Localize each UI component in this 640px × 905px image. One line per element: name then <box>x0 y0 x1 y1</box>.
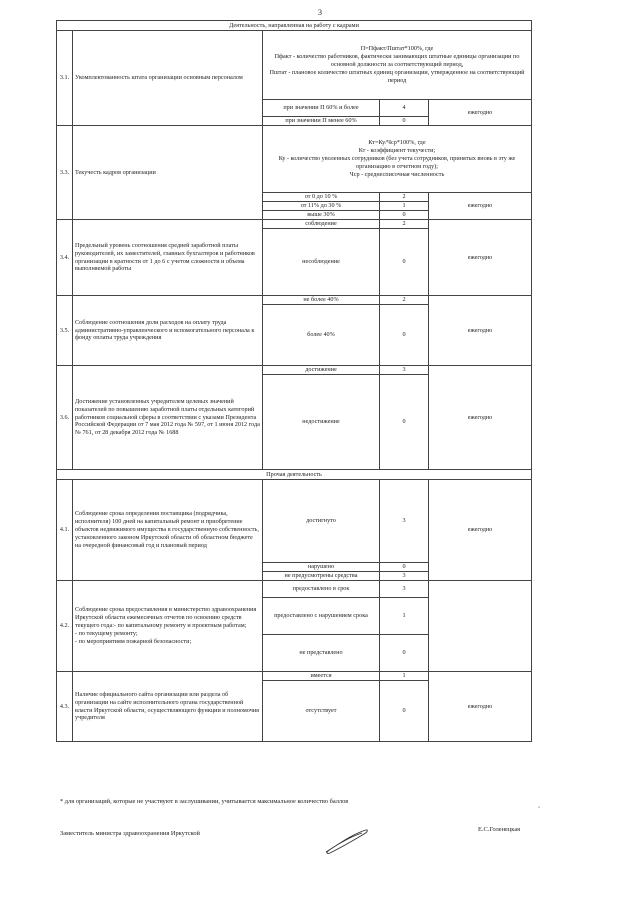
score: 0 <box>380 305 429 366</box>
frequency: ежегодно <box>429 480 532 581</box>
score: 0 <box>380 563 429 572</box>
condition: не представлено <box>263 635 380 672</box>
condition: при значении П менее 60% <box>263 117 380 126</box>
formula-definition: Пфакт - количество работников, фактически занимающих штатные единицы организации по основной должности за соответствующий период, <box>274 53 520 69</box>
frequency: ежегодно <box>429 193 532 220</box>
row-number: 4.3. <box>57 672 73 742</box>
score: 3 <box>380 581 429 598</box>
formula-definition: Пштат - плановое количество штатных единиц организации, утвержденное на соответствующий период <box>269 68 525 84</box>
table-row <box>57 126 532 193</box>
condition: предоставлено в срок <box>263 581 380 598</box>
formula-definition: Кт - коэффициент текучести; <box>358 147 436 155</box>
score: 2 <box>380 296 429 305</box>
score: 0 <box>380 229 429 296</box>
condition: достижение <box>263 366 380 375</box>
row-number: 4.2. <box>57 581 73 672</box>
score: 3 <box>380 366 429 375</box>
criterion-name: Достижение установленных учредителем целевых значений показателей по повышению заработной платы отдельных категорий работников социальной сферы в соответствии с указами Президента Российской Федерации от 7 мая 2012 года № 597, от 1 июня 2012 года № 761, от 28 декабря 2012 года № 1688 <box>73 366 263 470</box>
table-row <box>57 581 532 598</box>
criteria-table <box>56 20 532 742</box>
condition: выше 30% <box>263 211 380 220</box>
condition: не предусмотрены средства <box>263 572 380 581</box>
score: 1 <box>380 672 429 681</box>
page-number: 3 <box>318 8 322 17</box>
formula-definition: Чср - среднесписочная численность <box>349 170 445 178</box>
score: 3 <box>380 572 429 581</box>
signature-position: Заместитель министра здравоохранения Иркутской <box>60 830 200 837</box>
score: 1 <box>380 598 429 635</box>
frequency-empty <box>429 581 532 672</box>
condition: несоблюдение <box>263 229 380 296</box>
row-number: 3.1. <box>57 31 73 126</box>
frequency: ежегодно <box>429 220 532 296</box>
score: 0 <box>380 211 429 220</box>
condition: от 11% до 30 % <box>263 202 380 211</box>
table-row <box>57 366 532 375</box>
condition: достигнуто <box>263 480 380 563</box>
table-row <box>57 672 532 681</box>
frequency: ежегодно <box>429 366 532 470</box>
frequency: ежегодно <box>429 296 532 366</box>
formula: П=Пфакт/Пштат*100%, где <box>360 45 434 53</box>
condition: нарушено <box>263 563 380 572</box>
footnote: * для организаций, которые не участвуют в заслушивании, учитывается максимальное количество баллов <box>60 798 349 805</box>
formula-cell <box>263 31 532 100</box>
condition: при значении П 60% и более <box>263 100 380 117</box>
condition: недостижение <box>263 375 380 470</box>
signature-name: Е.С.Голенецкая <box>478 826 521 833</box>
stray-mark: ◦ <box>538 805 541 811</box>
score: 2 <box>380 193 429 202</box>
criterion-name: Предельный уровень соотношения средней заработной платы руководителей, их заместителей, главных бухгалтеров и работников организации в кратности от 1 до 6 с учетом сложности и объема выполняемой работы <box>73 220 263 296</box>
formula-cell <box>263 126 532 193</box>
section-header-row <box>57 470 532 480</box>
score: 0 <box>380 681 429 742</box>
condition: более 40% <box>263 305 380 366</box>
criterion-name: Укомплектованность штата организации основным персоналом <box>73 31 263 126</box>
criterion-name: Соблюдение срока предоставления в министерство здравоохранения Иркутской области ежемесячных отчетов по освоению средств текущего года:- по капитальному ремонту и проектным работам; - по текущему ремонту; - по мероприятиям пожарной безопасности; <box>73 581 263 672</box>
section-header-row <box>57 21 532 31</box>
condition: соблюдение <box>263 220 380 229</box>
section-title: Прочая деятельность <box>57 470 532 480</box>
formula: Кт=Ку/Чср*100%, где <box>368 139 426 147</box>
row-number: 3.4. <box>57 220 73 296</box>
row-number: 3.3. <box>57 126 73 220</box>
row-number: 3.6. <box>57 366 73 470</box>
table-row <box>57 480 532 563</box>
condition: отсутствует <box>263 681 380 742</box>
score: 2 <box>380 220 429 229</box>
frequency: ежегодно <box>429 100 532 126</box>
criterion-name: Наличие официального сайта организации или раздела об организации на сайте исполнительного органа государственной власти Иркутской области, осуществляющего функции и полномочия учредителя <box>73 672 263 742</box>
section-title: Деятельность, направленная на работу с кадрами <box>57 21 532 31</box>
score: 1 <box>380 202 429 211</box>
condition: предоставлено с нарушением срока <box>263 598 380 635</box>
condition: имеется <box>263 672 380 681</box>
condition: не более 40% <box>263 296 380 305</box>
score: 4 <box>380 100 429 117</box>
score: 0 <box>380 635 429 672</box>
table-row <box>57 31 532 100</box>
row-number: 3.5. <box>57 296 73 366</box>
condition: от 0 до 10 % <box>263 193 380 202</box>
frequency: ежегодно <box>429 672 532 742</box>
signature-scribble-icon <box>322 826 372 856</box>
criterion-name: Текучесть кадров организации <box>73 126 263 220</box>
row-number: 4.1. <box>57 480 73 581</box>
formula-definition: Ку - количество уволенных сотрудников (без учета сотрудников, принятых вновь в эту же организацию в отчетном году); <box>278 155 516 170</box>
score: 0 <box>380 375 429 470</box>
score: 0 <box>380 117 429 126</box>
table-row <box>57 296 532 305</box>
score: 3 <box>380 480 429 563</box>
table-row <box>57 220 532 229</box>
criterion-name: Соблюдение срока определения поставщика (подрядчика, исполнителя) 100 дней на капитальный ремонт и приобретение объектов недвижимого имущества в государственную собственность, установленного законом Иркутской области об областном бюджете на очередной финансовый год и плановый период <box>73 480 263 581</box>
criterion-name: Соблюдение соотношения доли расходов на оплату труда административно-управленческого и вспомогательного персонала к фонду оплаты труда учреждения <box>73 296 263 366</box>
